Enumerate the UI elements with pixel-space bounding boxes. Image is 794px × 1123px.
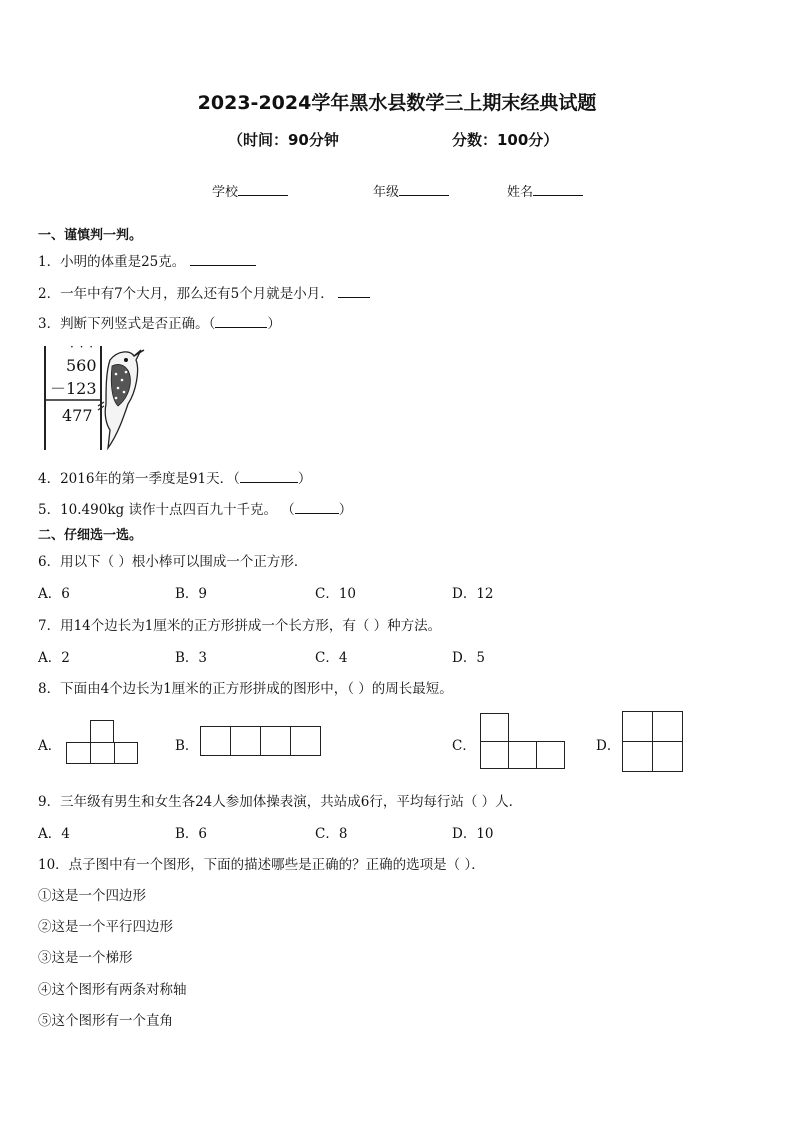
question-2-text: 2．一年中有7个大月，那么还有5个月就是小月． bbox=[38, 286, 334, 302]
subtrahend: －123 bbox=[50, 379, 97, 398]
question-3-close: ） bbox=[267, 316, 281, 332]
question-2-answer-blank[interactable] bbox=[338, 285, 370, 298]
q10-item-1[interactable]: ①这是一个四边形 bbox=[38, 888, 146, 904]
q8-figure-a[interactable] bbox=[66, 720, 138, 764]
q6-option-b[interactable]: B．9 bbox=[175, 586, 208, 602]
exam-time: （时间：90分钟 bbox=[228, 131, 339, 149]
q6-option-a[interactable]: A．6 bbox=[38, 586, 70, 602]
school-field[interactable] bbox=[212, 181, 288, 200]
q6-option-c[interactable]: C．10 bbox=[315, 586, 357, 602]
section-2-heading: 二、仔细选一选。 bbox=[38, 528, 143, 543]
subtraction-figure bbox=[40, 340, 150, 452]
q8-figure-c[interactable] bbox=[480, 713, 565, 769]
q10-item-5[interactable]: ⑤这个图形有一个直角 bbox=[38, 1013, 173, 1029]
q8-option-a[interactable]: A． bbox=[38, 738, 62, 754]
name-label: 姓名 bbox=[507, 185, 534, 200]
question-3-answer-blank[interactable] bbox=[215, 315, 267, 328]
minuend: 560 bbox=[66, 356, 97, 375]
question-5-close: ） bbox=[338, 502, 353, 518]
question-1-text: 1．小明的体重是25克。 bbox=[38, 254, 186, 270]
grade-field[interactable] bbox=[373, 181, 449, 200]
question-10: 10．点子图中有一个图形，下面的描述哪些是正确的？正确的选项是（ ）． bbox=[38, 857, 485, 873]
question-5 bbox=[38, 498, 352, 518]
question-4 bbox=[38, 467, 311, 487]
page-title: 2023-2024学年黑水县数学三上期末经典试题 bbox=[197, 92, 597, 114]
question-9: 9．三年级有男生和女生各24人参加体操表演，共站成6行，平均每行站（ ）人． bbox=[38, 794, 523, 810]
section-1-heading: 一、谨慎判一判。 bbox=[38, 228, 143, 243]
q8-option-c[interactable]: C． bbox=[452, 738, 476, 754]
question-1 bbox=[38, 250, 256, 270]
question-1-answer-blank[interactable] bbox=[190, 253, 256, 266]
question-5-answer-blank[interactable] bbox=[295, 501, 339, 514]
q8-figure-d[interactable] bbox=[622, 711, 683, 772]
q10-item-3[interactable]: ③这是一个梯形 bbox=[38, 950, 133, 966]
q9-option-c[interactable]: C．8 bbox=[315, 826, 348, 842]
school-label: 学校 bbox=[212, 185, 239, 200]
q7-option-c[interactable]: C．4 bbox=[315, 650, 348, 666]
question-8: 8．下面由4个边长为1厘米的正方形拼成的图形中，（ ）的周长最短。 bbox=[38, 681, 453, 697]
difference: 477 bbox=[62, 406, 93, 425]
question-7: 7．用14个边长为1厘米的正方形拼成一个长方形，有（ ）种方法。 bbox=[38, 618, 442, 634]
grade-blank[interactable] bbox=[399, 184, 449, 196]
grade-label: 年级 bbox=[373, 185, 400, 200]
question-4-close: ） bbox=[297, 471, 312, 487]
name-blank[interactable] bbox=[533, 184, 583, 196]
q7-option-b[interactable]: B．3 bbox=[175, 650, 208, 666]
question-3 bbox=[38, 312, 281, 332]
exam-score: 分数：100分） bbox=[452, 131, 559, 149]
question-2 bbox=[38, 282, 370, 302]
question-4-text: 4．2016年的第一季度是91天．（ bbox=[38, 471, 240, 487]
q6-option-d[interactable]: D．12 bbox=[452, 586, 494, 602]
question-5-text: 5．10.490kg 读作十点四百九十千克。 （ bbox=[38, 502, 295, 518]
question-3-text: 3．判断下列竖式是否正确。（ bbox=[38, 316, 216, 332]
q10-item-2[interactable]: ②这是一个平行四边形 bbox=[38, 919, 173, 935]
q9-option-d[interactable]: D．10 bbox=[452, 826, 494, 842]
name-field[interactable] bbox=[507, 181, 583, 200]
q9-option-a[interactable]: A．4 bbox=[38, 826, 70, 842]
q9-option-b[interactable]: B．6 bbox=[175, 826, 208, 842]
q7-option-d[interactable]: D．5 bbox=[452, 650, 485, 666]
school-blank[interactable] bbox=[238, 184, 288, 196]
q7-option-a[interactable]: A．2 bbox=[38, 650, 70, 666]
question-6: 6．用以下（ ）根小棒可以围成一个正方形． bbox=[38, 554, 308, 570]
carry-dots: · · · bbox=[70, 340, 95, 354]
q8-option-d[interactable]: D． bbox=[596, 738, 621, 754]
q10-item-4[interactable]: ④这个图形有两条对称轴 bbox=[38, 982, 187, 998]
q8-figure-b[interactable] bbox=[200, 726, 321, 756]
question-4-answer-blank[interactable] bbox=[240, 470, 298, 483]
q8-option-b[interactable]: B． bbox=[175, 738, 199, 754]
